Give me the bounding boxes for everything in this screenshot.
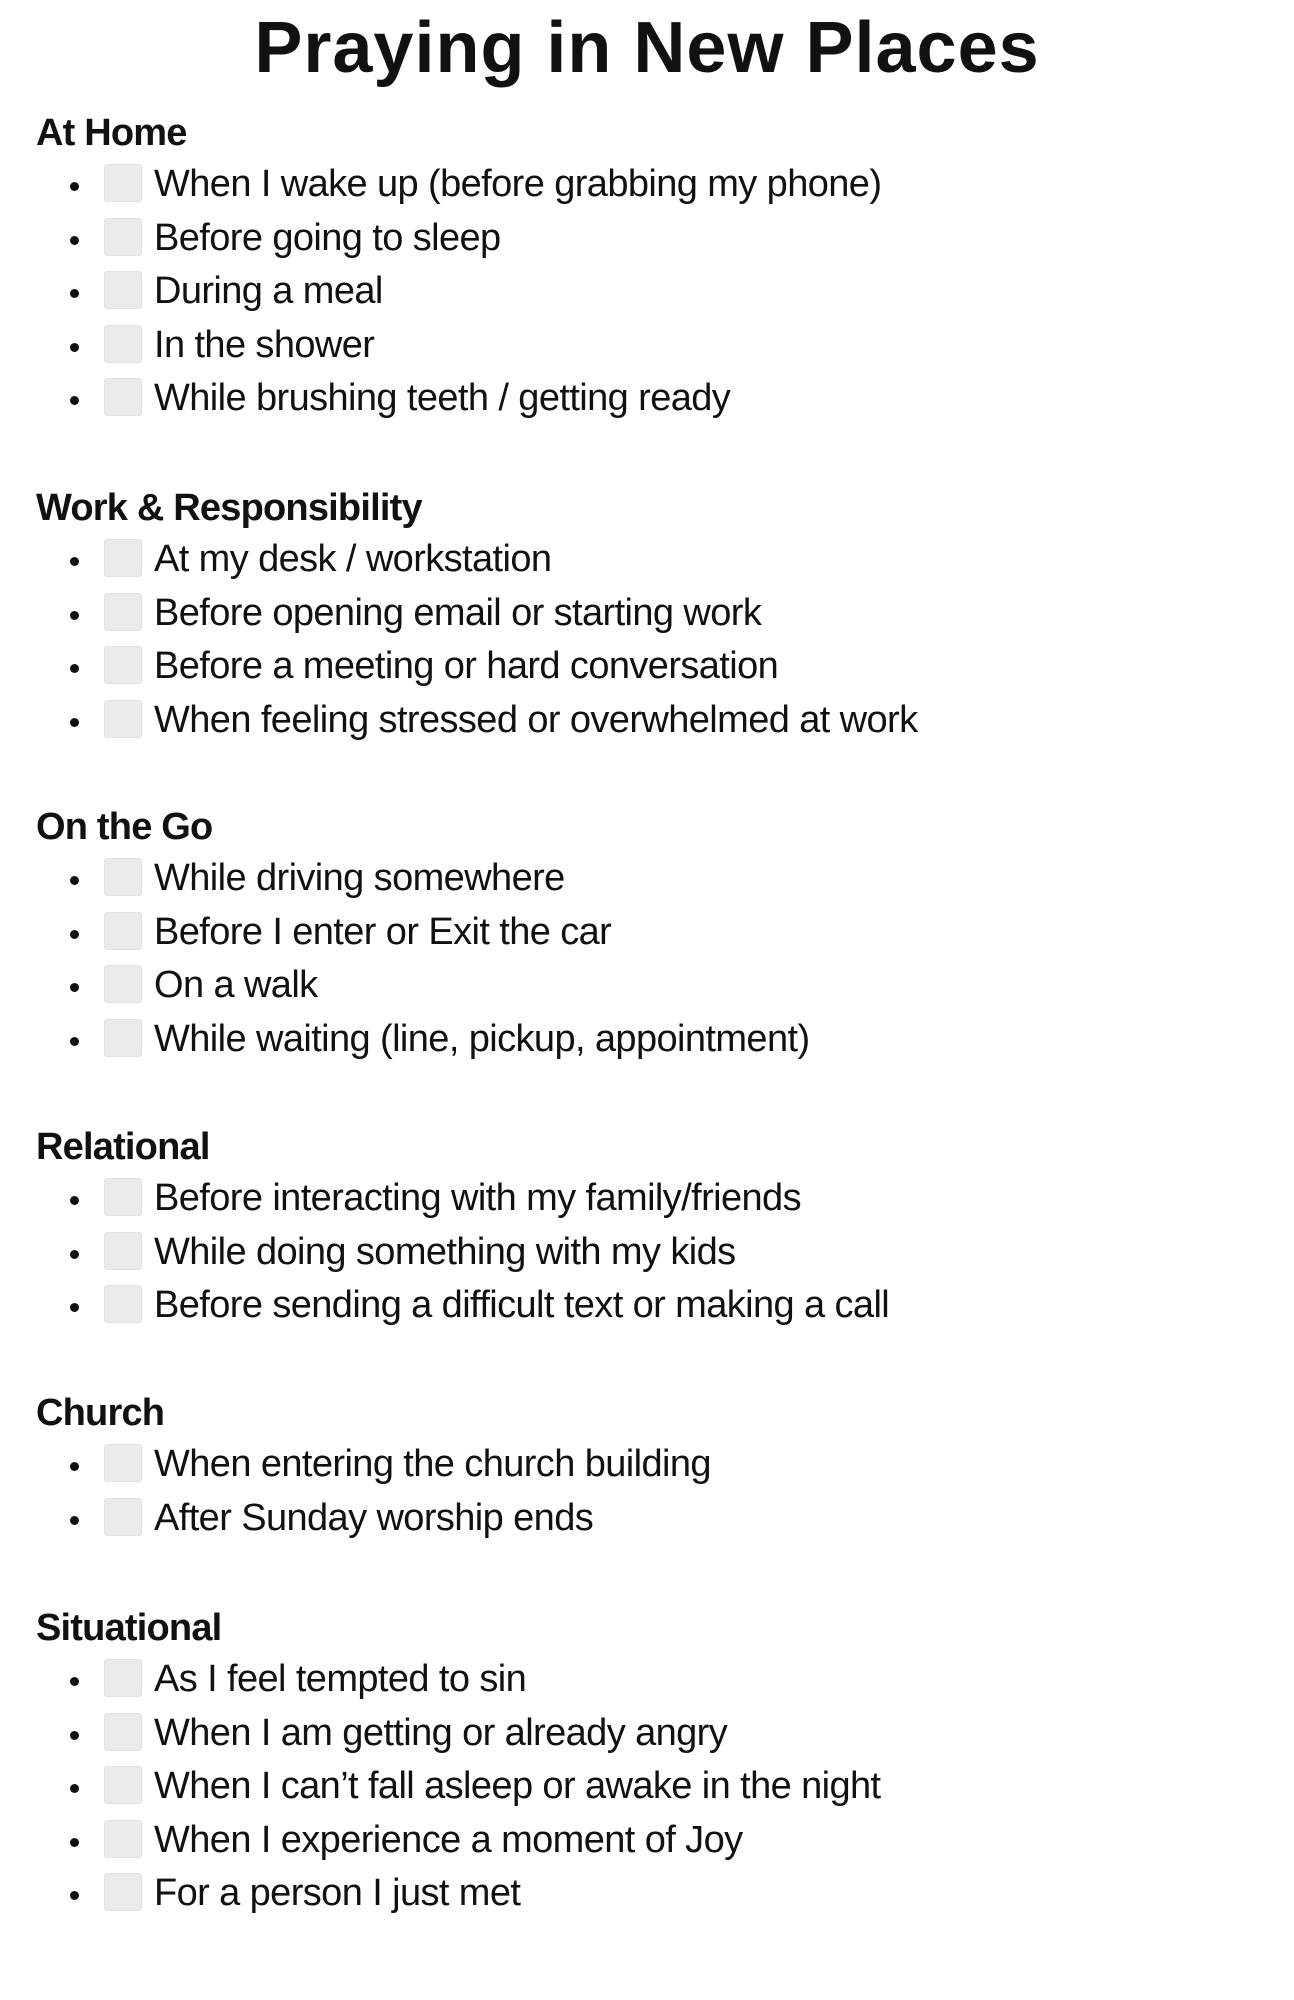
item-label: Before going to sleep (154, 216, 501, 259)
bullet-icon (70, 557, 79, 566)
item-label: While waiting (line, pickup, appointment) (154, 1017, 810, 1060)
section-heading: Work & Responsibility (36, 487, 422, 529)
item-label: While brushing teeth / getting ready (154, 377, 731, 420)
bullet-icon (70, 1462, 79, 1471)
checklist-item (36, 959, 1274, 1013)
checklist-items (36, 1172, 1274, 1333)
checklist-item (36, 319, 1274, 373)
page-title: Praying in New Places (254, 8, 1040, 88)
checkbox[interactable] (104, 1498, 142, 1536)
checklist-item (36, 852, 1274, 906)
checklist-item (36, 1013, 1274, 1067)
checkbox[interactable] (104, 1713, 142, 1751)
checkbox[interactable] (104, 965, 142, 1003)
item-label: At my desk / workstation (154, 538, 552, 580)
bullet-icon (70, 396, 79, 405)
item-label: Before I enter or Exit the car (154, 910, 612, 953)
checkbox[interactable] (104, 700, 142, 738)
checkbox[interactable] (104, 1285, 142, 1323)
section (36, 1603, 1274, 1921)
section-heading: On the Go (36, 806, 213, 848)
checklist-item (36, 1707, 1274, 1761)
item-label: While doing something with my kids (154, 1230, 736, 1273)
bullet-icon (70, 1784, 79, 1793)
checklist-item (36, 212, 1274, 266)
section (36, 1388, 1274, 1545)
checkbox[interactable] (104, 325, 142, 363)
section-heading: Church (36, 1392, 165, 1434)
bullet-icon (70, 1250, 79, 1259)
item-label: In the shower (154, 323, 375, 366)
checkbox[interactable] (104, 1766, 142, 1804)
bullet-icon (70, 611, 79, 620)
checkbox[interactable] (104, 271, 142, 309)
bullet-icon (70, 1196, 79, 1205)
checkbox[interactable] (104, 1444, 142, 1482)
item-label: Before sending a difficult text or making a call (154, 1284, 890, 1327)
item-label: When I experience a moment of Joy (154, 1818, 743, 1861)
checklist-item (36, 1814, 1274, 1868)
bullet-icon (70, 718, 79, 727)
bullet-icon (70, 1891, 79, 1900)
checkbox[interactable] (104, 539, 142, 577)
item-label: When I am getting or already angry (154, 1711, 728, 1754)
checkbox[interactable] (104, 1178, 142, 1216)
checklist-items (36, 852, 1274, 1066)
item-label: Before a meeting or hard conversation (154, 645, 779, 688)
checklist-item (36, 372, 1274, 426)
checklist-item (36, 1438, 1274, 1492)
checkbox[interactable] (104, 218, 142, 256)
item-label: For a person I just met (154, 1872, 521, 1915)
item-label: When feeling stressed or overwhelmed at work (154, 698, 918, 741)
item-label: When entering the church building (154, 1443, 711, 1485)
checkbox[interactable] (104, 378, 142, 416)
section-heading: Relational (36, 1126, 210, 1168)
bullet-icon (70, 1677, 79, 1686)
checklist-items (36, 158, 1274, 426)
item-label: On a walk (154, 964, 318, 1007)
checkbox[interactable] (104, 1659, 142, 1697)
bullet-icon (70, 182, 79, 191)
section (36, 802, 1274, 1066)
checkbox[interactable] (104, 858, 142, 896)
item-label: After Sunday worship ends (154, 1496, 594, 1539)
section-heading: Situational (36, 1607, 222, 1649)
section (36, 1122, 1274, 1333)
checklist-item (36, 640, 1274, 694)
checklist-items (36, 1653, 1274, 1921)
bullet-icon (70, 289, 79, 298)
item-label: As I feel tempted to sin (154, 1658, 527, 1700)
bullet-icon (70, 876, 79, 885)
bullet-icon (70, 1731, 79, 1740)
bullet-icon (70, 236, 79, 245)
bullet-icon (70, 1516, 79, 1525)
checklist-item (36, 1492, 1274, 1546)
item-label: While driving somewhere (154, 857, 565, 899)
bullet-icon (70, 664, 79, 673)
checkbox[interactable] (104, 593, 142, 631)
checklist-items (36, 533, 1274, 747)
bullet-icon (70, 343, 79, 352)
section (36, 108, 1274, 426)
bullet-icon (70, 983, 79, 992)
checklist-items (36, 1438, 1274, 1545)
bullet-icon (70, 1303, 79, 1312)
bullet-icon (70, 1838, 79, 1847)
checklist-item (36, 1760, 1274, 1814)
checkbox[interactable] (104, 1232, 142, 1270)
checkbox[interactable] (104, 912, 142, 950)
checklist-item (36, 694, 1274, 748)
checklist-item (36, 587, 1274, 641)
checkbox[interactable] (104, 1820, 142, 1858)
checklist-item (36, 533, 1274, 587)
checkbox[interactable] (104, 1873, 142, 1911)
checklist-item (36, 1653, 1274, 1707)
checklist-item (36, 265, 1274, 319)
checklist-item (36, 1226, 1274, 1280)
item-label: Before opening email or starting work (154, 591, 762, 634)
checklist-item (36, 158, 1274, 212)
section-heading: At Home (36, 112, 187, 154)
bullet-icon (70, 930, 79, 939)
checklist-item (36, 906, 1274, 960)
item-label: When I wake up (before grabbing my phone) (154, 163, 882, 205)
bullet-icon (70, 1037, 79, 1046)
checklist-item (36, 1172, 1274, 1226)
checklist-item (36, 1867, 1274, 1921)
item-label: When I can’t fall asleep or awake in the night (154, 1765, 881, 1808)
checkbox[interactable] (104, 164, 142, 202)
item-label: During a meal (154, 270, 383, 313)
checkbox[interactable] (104, 1019, 142, 1057)
checkbox[interactable] (104, 646, 142, 684)
section (36, 483, 1274, 747)
checklist-item (36, 1279, 1274, 1333)
item-label: Before interacting with my family/friends (154, 1177, 801, 1219)
